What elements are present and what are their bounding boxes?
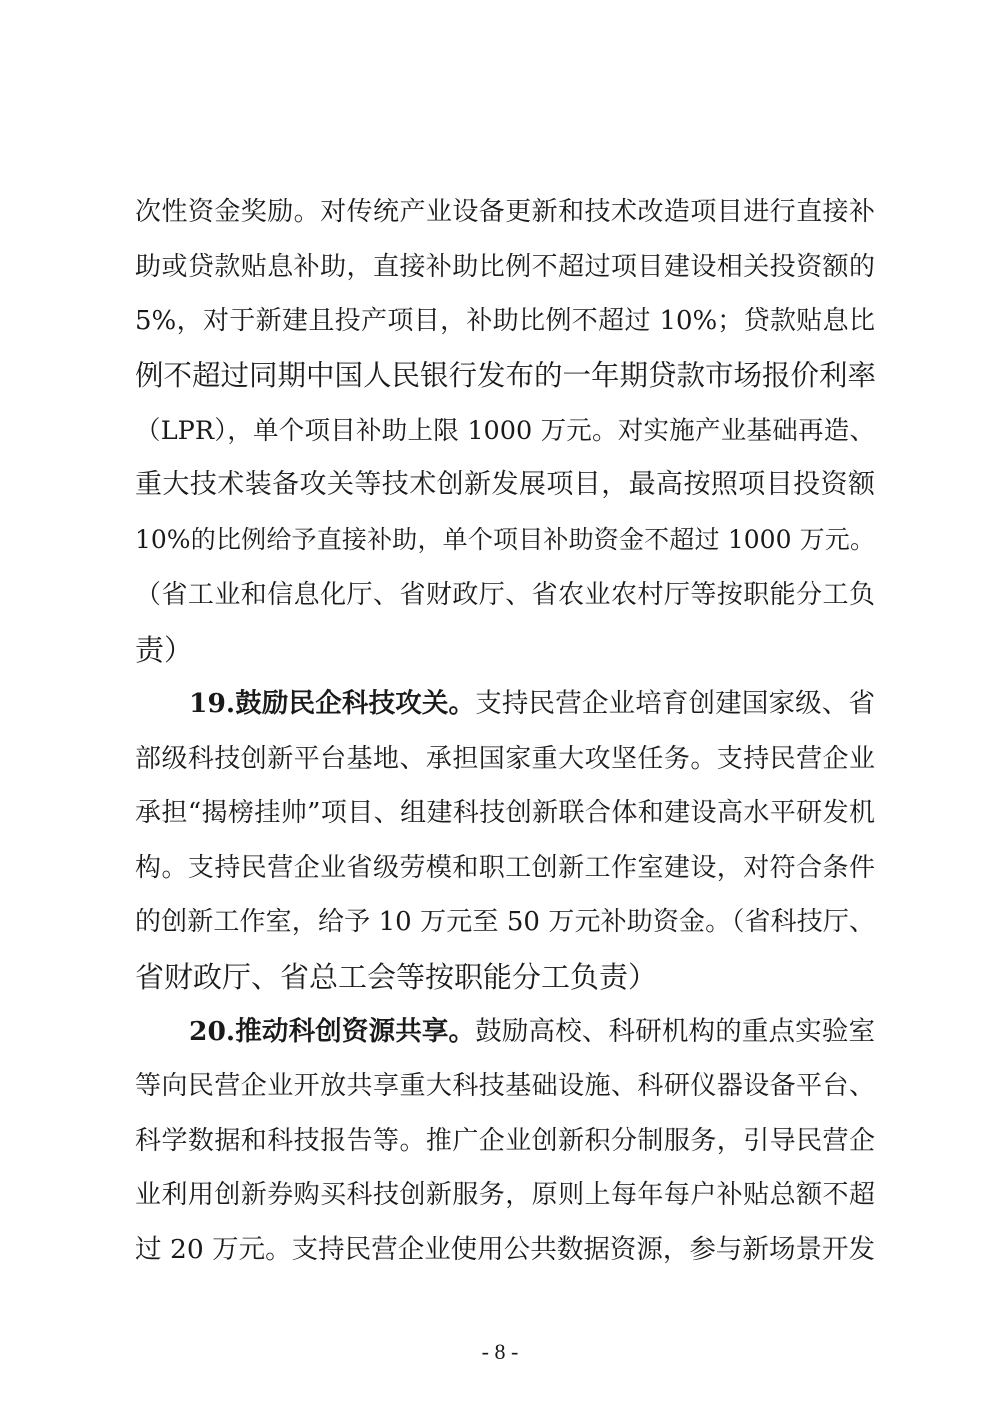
body-text-line: 10%的比例给予直接补助，单个项目补助资金不超过 1000 万元。 — [135, 525, 875, 554]
body-text-line: 省财政厅、省总工会等按职能分工负责） — [135, 960, 658, 994]
body-text-line: 构。支持民营企业省级劳模和职工创新工作室建设，对符合条件 — [135, 853, 875, 883]
body-text-line: 等向民营企业开放共享重大科技基础设施、科研仪器设备平台、 — [135, 1071, 875, 1101]
paragraph-20-first-line — [189, 1012, 875, 1052]
body-text-line: 科学数据和科技报告等。推广企业创新积分制服务，引导民营企 — [135, 1126, 875, 1156]
body-text-line: 次性资金奖励。对传统产业设备更新和技术改造项目进行直接补 — [135, 197, 875, 227]
body-text-line: 的创新工作室，给予 10 万元至 50 万元补助资金。（省科技厅、 — [135, 907, 875, 937]
body-text-line: 过 20 万元。支持民营企业使用公共数据资源，参与新场景开发 — [135, 1234, 875, 1265]
item-20-heading: 20.推动科创资源共享。 — [189, 1016, 476, 1047]
body-text-line: 业利用创新券购买科技创新服务，原则上每年每户补贴总额不超 — [135, 1180, 875, 1210]
item-19-heading: 19.鼓励民企科技攻关。 — [189, 688, 476, 719]
body-text-line: 承担“揭榜挂帅”项目、组建科技创新联合体和建设高水平研发机 — [135, 798, 875, 828]
body-text-line: 5%，对于新建且投产项目，补助比例不超过 10%；贷款贴息比 — [135, 306, 875, 336]
body-text-line: 重大技术装备攻关等技术创新发展项目，最高按照项目投资额 — [135, 469, 875, 500]
body-text-line: （省工业和信息化厅、省财政厅、省农业农村厅等按职能分工负 — [135, 580, 875, 610]
body-text-run: 鼓励高校、科研机构的重点实验室 — [475, 1016, 876, 1047]
body-text-line: 部级科技创新平台基地、承担国家重大攻坚任务。支持民营企业 — [135, 744, 875, 774]
body-text-run: 支持民营企业培育创建国家级、省 — [475, 688, 876, 719]
body-text-line: 责） — [135, 633, 194, 667]
page-number: - 8 - — [481, 1339, 519, 1364]
body-text-line: （LPR），单个项目补助上限 1000 万元。对实施产业基础再造、 — [135, 416, 875, 446]
body-text-line: 助或贷款贴息补助，直接补助比例不超过项目建设相关投资额的 — [135, 252, 875, 282]
paragraph-19-first-line — [189, 684, 875, 724]
body-text-line: 例不超过同期中国人民银行发布的一年期贷款市场报价利率 — [135, 359, 877, 392]
